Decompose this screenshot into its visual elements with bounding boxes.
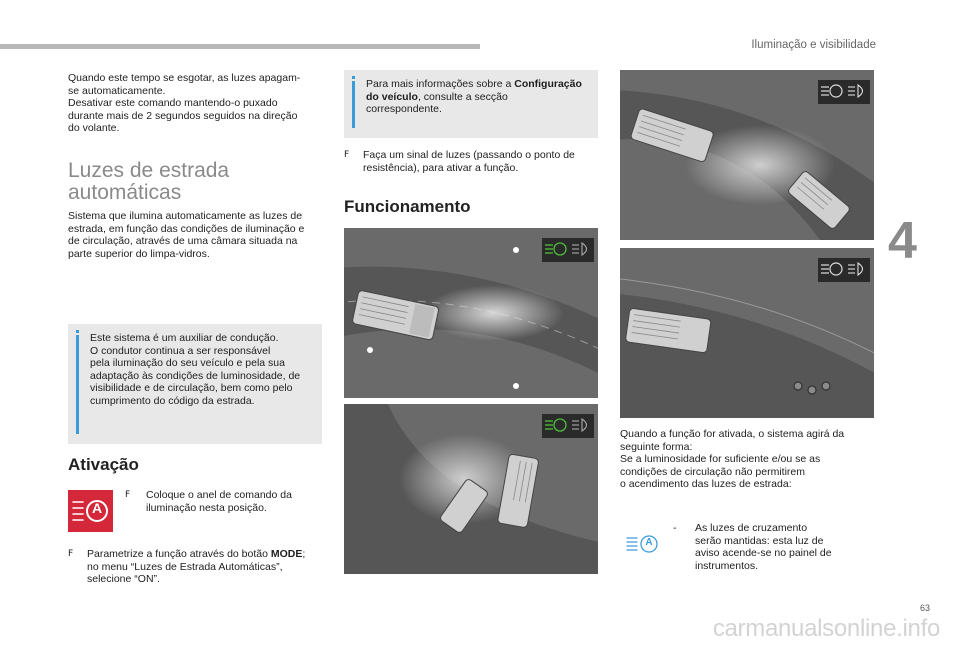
high-beam-indicator <box>542 238 594 262</box>
bullet-arrow: F <box>68 549 74 559</box>
night-road-illustration-2 <box>344 404 598 574</box>
header-rule <box>0 44 480 49</box>
description-paragraph: Sistema que ilumina automaticamente as luzes de estrada, em função das condições de iluminação e de circulação, através de uma câmara situada na parte superior do limpa-vidros. <box>68 210 305 260</box>
info-icon <box>76 330 79 434</box>
intro-paragraph: Quando este tempo se esgotar, as luzes apagam- se automaticamente. Desativar este comando mantendo-o puxado durante mais de 2 segundos seguidos na direção do volante. <box>68 72 301 135</box>
info-box-text: Para mais informações sobre a Configuração do veículo, consulte a secção correspondente. <box>366 78 582 116</box>
page-number: 63 <box>919 603 930 613</box>
night-road-illustration-3 <box>620 70 874 240</box>
night-road-illustration-4 <box>620 248 874 418</box>
auto-mode-ring-icon: A <box>68 490 113 532</box>
info-box <box>68 324 322 444</box>
bullet-arrow: F <box>125 490 131 500</box>
auto-beam-indicator <box>542 414 594 438</box>
flash-step: F Faça um sinal de luzes (passando o ponto de resistência), para ativar a função. <box>344 149 575 174</box>
auto-beam-indicator <box>818 80 870 104</box>
function-description: Quando a função for ativada, o sistema agirá da seguinte forma: Se a luminosidade for suficiente e/ou se as condições de circulação não permitirem o acendimento das luzes de estrada: <box>620 428 845 491</box>
mode-button-label: MODE <box>270 548 303 560</box>
auto-beam-indicator <box>818 258 870 282</box>
low-beam-item: - As luzes de cruzamento serão mantidas: esta luz de aviso acende-se no painel de instrumentos. <box>673 522 832 572</box>
low-beam-auto-icon: A <box>625 532 661 554</box>
info-box-text: Este sistema é um auxiliar de condução. O condutor continua a ser responsável pela iluminação do seu veículo e pela sua adaptação às condições de luminosidade, de visibilidade e de circulação, bem como pelo cumprimento do código da estrada. <box>90 332 301 407</box>
info-icon <box>352 76 355 128</box>
info-box-settings <box>344 70 598 138</box>
activation-step: F Coloque o anel de comando da iluminação nesta posição. <box>125 489 292 514</box>
bullet-arrow: F <box>344 150 350 160</box>
funcionamento-heading: Funcionamento <box>344 197 471 216</box>
night-road-illustration-1 <box>344 228 598 398</box>
parametrize-step: F Parametrize a função através do botão MODE; no menu “Luzes de Estrada Automáticas”, selecione “ON”. <box>68 548 306 586</box>
section-title: Iluminação e visibilidade <box>751 39 876 51</box>
page-title: Luzes de estrada automáticas <box>68 159 230 204</box>
chapter-number: 4 <box>888 212 917 270</box>
activation-heading: Ativação <box>68 455 139 474</box>
watermark: carmanualsonline.info <box>712 615 940 642</box>
